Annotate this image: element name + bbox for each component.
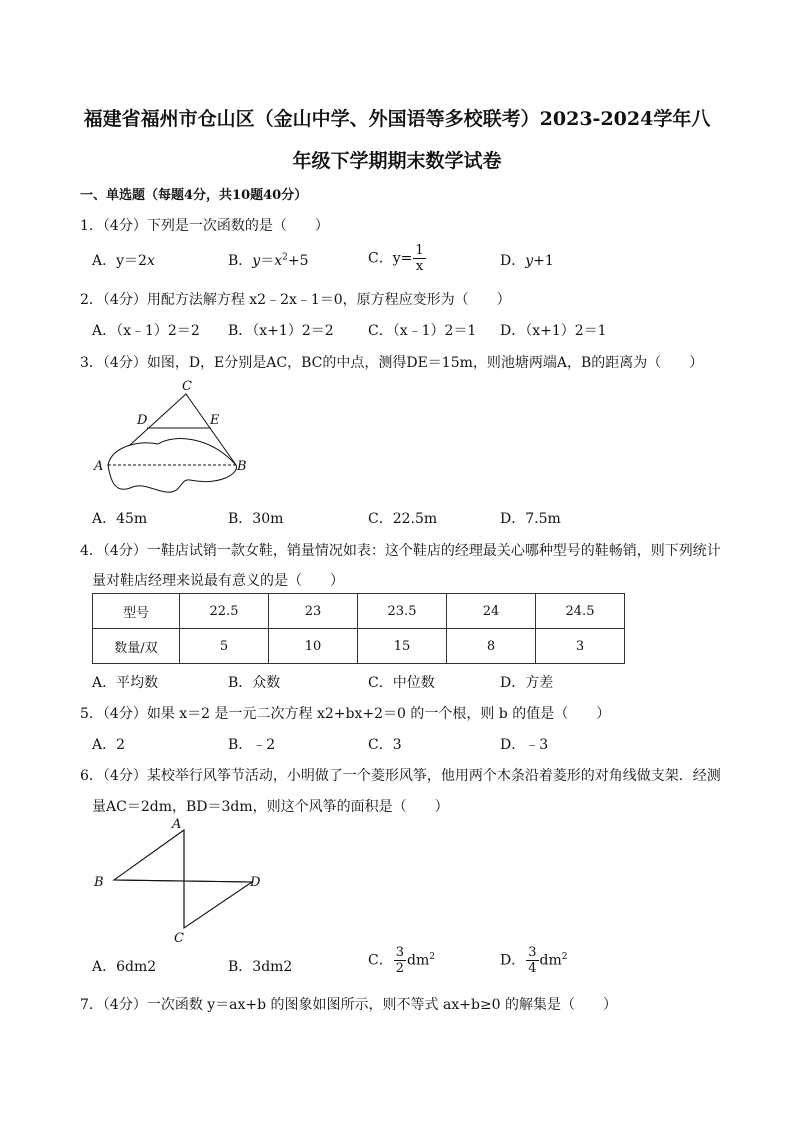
table-cell: 10 — [269, 629, 358, 664]
q4-option-d: D．方差 — [500, 675, 554, 691]
q2-option-b: B．（x+1）2＝2 — [228, 323, 334, 339]
q2-option-a: A．（x﹣1）2＝2 — [92, 323, 200, 339]
q6-stem-line2: 量AC＝2dm，BD＝3dm，则这个风筝的面积是（ ） — [92, 799, 449, 815]
q6-option-d: D． $\frac{3}{4}$ $dm^2$ — [500, 945, 568, 976]
q6-stem-line1: 6．（4分）某校举行风筝节活动，小明做了一个菱形风筝，他用两个木条沿着菱形的对角线做支架．经测 — [80, 768, 721, 784]
q2-option-d: D．（x+1）2＝1 — [500, 323, 607, 339]
q4-option-c: C．中位数 — [368, 675, 435, 691]
q3-option-d: D．7.5m — [500, 511, 561, 527]
q5-option-b: B．﹣2 — [228, 737, 276, 753]
q6-option-b: B．3dm2 — [228, 959, 293, 975]
q3-label-c: C — [182, 379, 192, 394]
table-header-cell: 型号 — [93, 594, 180, 629]
q1-option-b: B．$y=x^2+5$ — [228, 252, 309, 269]
q3-label-b: B — [237, 459, 247, 474]
q3-label-a: A — [94, 459, 104, 474]
q3-stem: 3．（4分）如图，D，E分别是AC，BC的中点，测得DE＝15m，则池塘两端A，B的距离为（ ） — [80, 355, 704, 371]
q3-triangle-figure — [90, 378, 260, 498]
page-title-line2: 年级下学期期末数学试卷 — [292, 150, 502, 172]
q6-label-d: D — [250, 875, 261, 890]
table-cell: 24 — [447, 594, 536, 629]
table-cell: 15 — [358, 629, 447, 664]
section-heading: 一、单选题（每题4分，共10题40分） — [80, 188, 308, 203]
q1-option-d: D．y+1 — [500, 253, 554, 269]
table-cell: 22.5 — [180, 594, 269, 629]
q3-option-a: A．45m — [92, 511, 148, 527]
q3-option-c: C．22.5m — [368, 511, 438, 527]
q4-option-a: A．平均数 — [92, 675, 159, 691]
q5-stem: 5．（4分）如果 x＝2 是一元二次方程 x2+bx+2＝0 的一个根，则 b 的值是（ ） — [80, 706, 611, 722]
table-cell: 24.5 — [536, 594, 625, 629]
table-cell: 3 — [536, 629, 625, 664]
q2-stem: 2．（4分）用配方法解方程 x2﹣2x﹣1＝0，原方程应变形为（ ） — [80, 292, 511, 308]
q6-option-c: C． $\frac{3}{2}$ $dm^2$ — [368, 945, 435, 976]
table-cell: 23.5 — [358, 594, 447, 629]
q4-stem-line2: 量对鞋店经理来说最有意义的是（ ） — [92, 573, 344, 589]
q4-stem-line1: 4．（4分）一鞋店试销一款女鞋，销量情况如表：这个鞋店的经理最关心哪种型号的鞋畅销，则下列统计 — [80, 543, 721, 559]
q6-label-b: B — [94, 875, 104, 890]
q6-option-a: A．6dm2 — [92, 959, 157, 975]
q1-option-c: C．y= $\frac{1}{x}$ — [368, 243, 424, 274]
q6-label-c: C — [174, 931, 184, 946]
table-cell: 8 — [447, 629, 536, 664]
table-cell: 23 — [269, 594, 358, 629]
q3-label-d: D — [137, 413, 148, 428]
table-row — [93, 594, 625, 629]
q3-label-e: E — [210, 413, 220, 428]
q5-option-a: A．2 — [92, 737, 126, 753]
table-header-cell: 数量/双 — [93, 629, 180, 664]
q6-rhombus-figure — [90, 818, 280, 948]
q2-option-c: C．（x﹣1）2＝1 — [368, 323, 477, 339]
table-cell: 5 — [180, 629, 269, 664]
table-row — [93, 629, 625, 664]
q6-label-a: A — [172, 817, 182, 832]
q5-option-c: C．3 — [368, 737, 402, 753]
q1-stem: 1．（4分）下列是一次函数的是（ ） — [80, 218, 329, 234]
q3-option-b: B．30m — [228, 511, 284, 527]
q4-sales-table — [92, 593, 625, 664]
page-title: 福建省福州市仓山区（金山中学、外国语等多校联考）2023-2024学年八 — [83, 108, 711, 130]
q4-option-b: B．众数 — [228, 675, 281, 691]
q5-option-d: D．﹣3 — [500, 737, 549, 753]
q7-stem: 7．（4分）一次函数 y＝ax+b 的图象如图所示，则不等式 ax+b≥0 的解集是（ ） — [80, 997, 618, 1013]
q1-option-a: A．y＝2x — [92, 253, 155, 269]
